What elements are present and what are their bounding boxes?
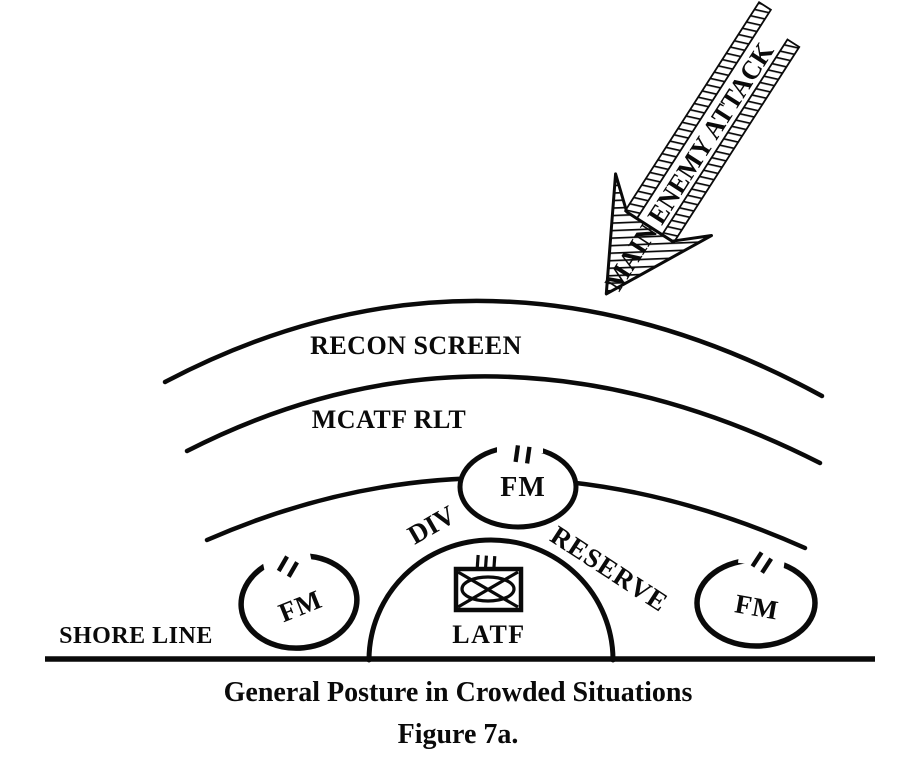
mcatf-rlt-label: MCATF RLT	[311, 405, 467, 434]
right-fm-label: FM	[732, 588, 782, 626]
recon-screen-label: RECON SCREEN	[310, 331, 522, 360]
div-label: DIV	[402, 499, 461, 551]
left-fm-label: FM	[274, 583, 327, 629]
shore-line-label: SHORE LINE	[59, 623, 213, 649]
left-fm-unit	[237, 541, 362, 654]
latf-echelon-marks: III	[473, 552, 501, 574]
caption-figure-number: Figure 7a.	[397, 719, 519, 750]
right-fm-echelon-marks: II	[745, 547, 780, 582]
main-enemy-attack-arrow	[558, 0, 831, 325]
mech-infantry-unit-symbol	[456, 552, 521, 610]
arrow-label: MAIN ENEMY ATTACK	[598, 28, 786, 296]
center-fm-label: FM	[500, 472, 546, 503]
right-fm-unit	[697, 545, 815, 646]
latf-label: LATF	[452, 620, 526, 649]
caption-title: General Posture in Crowded Situations	[223, 677, 693, 708]
reserve-label: RESERVE	[545, 519, 674, 618]
left-fm-echelon-marks: II	[271, 551, 306, 586]
center-fm-echelon-marks: II	[510, 441, 538, 471]
center-fm-unit	[460, 439, 576, 527]
